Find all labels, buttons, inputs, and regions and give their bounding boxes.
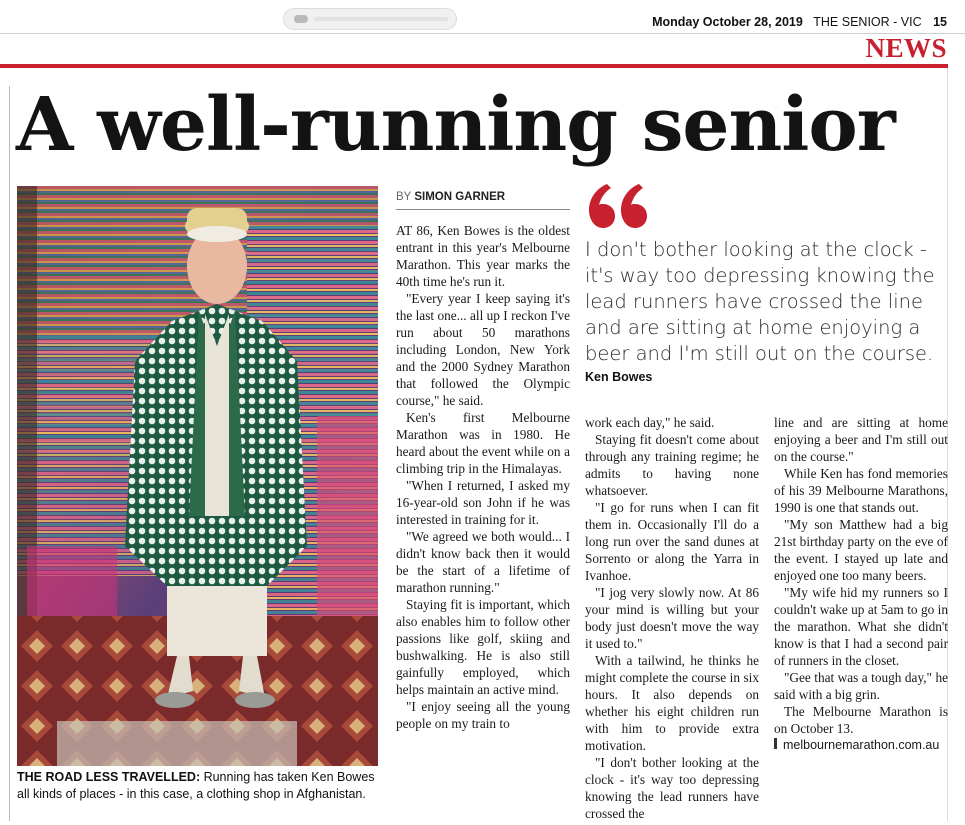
article-column-1 [396, 222, 570, 732]
paragraph: AT 86, Ken Bowes is the oldest entrant in this year's Melbourne Marathon. This year marks the 40th time he's run it. [396, 223, 570, 289]
article-column-2 [585, 414, 759, 822]
caption-text: Running has taken Ken Bowes all kinds of places - in this case, a clothing shop in Afghanistan. [17, 770, 375, 801]
website-link[interactable]: melbournemarathon.com.au [783, 738, 940, 752]
paragraph: "Every year I keep saying it's the last one... all up I reckon I've run about 50 marathons including London, New York and the 2000 Sydney Marathon that followed the Olympic course," he said. [396, 291, 570, 408]
photo-ken-bowes-in-shop [17, 186, 378, 766]
scroll-track [314, 17, 448, 21]
byline [396, 191, 505, 203]
article-column-3 [774, 414, 948, 754]
scroll-thumb[interactable] [294, 15, 308, 23]
page-number: 15 [933, 15, 947, 29]
caption-lead: THE ROAD LESS TRAVELLED: [17, 770, 201, 784]
section-rule [0, 64, 948, 68]
paragraph: "I go for runs when I can fit them in. Occasionally I'll do a long run over the sand dunes at Sorrento or along the Yarra in Ivanhoe. [585, 500, 759, 583]
left-margin-rule [9, 86, 10, 821]
byline-author: SIMON GARNER [414, 191, 506, 203]
paragraph: "Gee that was a tough day," he said with a big grin. [774, 670, 948, 702]
page-folio [652, 15, 947, 29]
paragraph: "My wife hid my runners so I couldn't wake up at 5am to go in the marathon. What she didn't know is that I had a second pair of runners in the closet. [774, 585, 948, 668]
article-photo [17, 186, 378, 766]
web-marker-icon [774, 738, 777, 749]
section-label: NEWS [865, 33, 947, 63]
scroll-indicator[interactable] [283, 8, 457, 30]
paragraph: "I don't bother looking at the clock - it's way too depressing knowing the lead runners have crossed the [585, 755, 759, 821]
paragraph: work each day," he said. [585, 415, 715, 430]
issue-date: Monday October 28, 2019 [652, 15, 803, 29]
paragraph: "My son Matthew had a big 21st birthday party on the eve of the event. I stayed up late and enjoyed one too many beers. [774, 517, 948, 583]
byline-prefix: BY [396, 191, 412, 203]
paragraph: With a tailwind, he thinks he might complete the course in six hours. It also depends on whether his eight children run with him to provide extra motivation. [585, 653, 759, 753]
top-rule [0, 33, 965, 34]
publication-name: THE SENIOR - VIC [813, 15, 922, 29]
paragraph: Ken's first Melbourne Marathon was in 1980. He heard about the event while on a climbing trip in the Himalayas. [396, 410, 570, 476]
paragraph: "We agreed we both would... I didn't know back then it would be the start of a lifetime of marathon running." [396, 529, 570, 595]
pull-quote-attribution: Ken Bowes [585, 370, 653, 384]
paragraph: "I enjoy seeing all the young people on my train to [396, 699, 570, 731]
website-reference [774, 737, 948, 754]
paragraph: line and are sitting at home enjoying a beer and I'm still out on the course." [774, 415, 948, 464]
article-headline: A well-running senior [16, 82, 895, 168]
paragraph: Staying fit is important, which also enables him to follow other passions like golf, skiing and bushwalking. He is also still gainfully employed, which helps maintain an active mind. [396, 597, 570, 697]
paragraph: While Ken has fond memories of his 39 Melbourne Marathons, 1990 is one that stands out. [774, 466, 948, 515]
photo-caption [17, 769, 382, 803]
paragraph: "When I returned, I asked my 16-year-old son John if he was interested in training for it. [396, 478, 570, 527]
pull-quote: I don't bother looking at the clock - it's way too depressing knowing the lead runners have crossed the line and are sitting at home enjoying a beer and I'm still out on the course. [585, 238, 935, 365]
paragraph: "I jog very slowly now. At 86 your mind is willing but your body just doesn't move the way it used to." [585, 585, 759, 651]
byline-rule [396, 209, 570, 210]
paragraph: Staying fit doesn't come about through any training regime; he admits to having none whatsoever. [585, 432, 759, 498]
paragraph: The Melbourne Marathon is on October 13. [774, 704, 948, 736]
quote-mark-icon [585, 180, 649, 232]
